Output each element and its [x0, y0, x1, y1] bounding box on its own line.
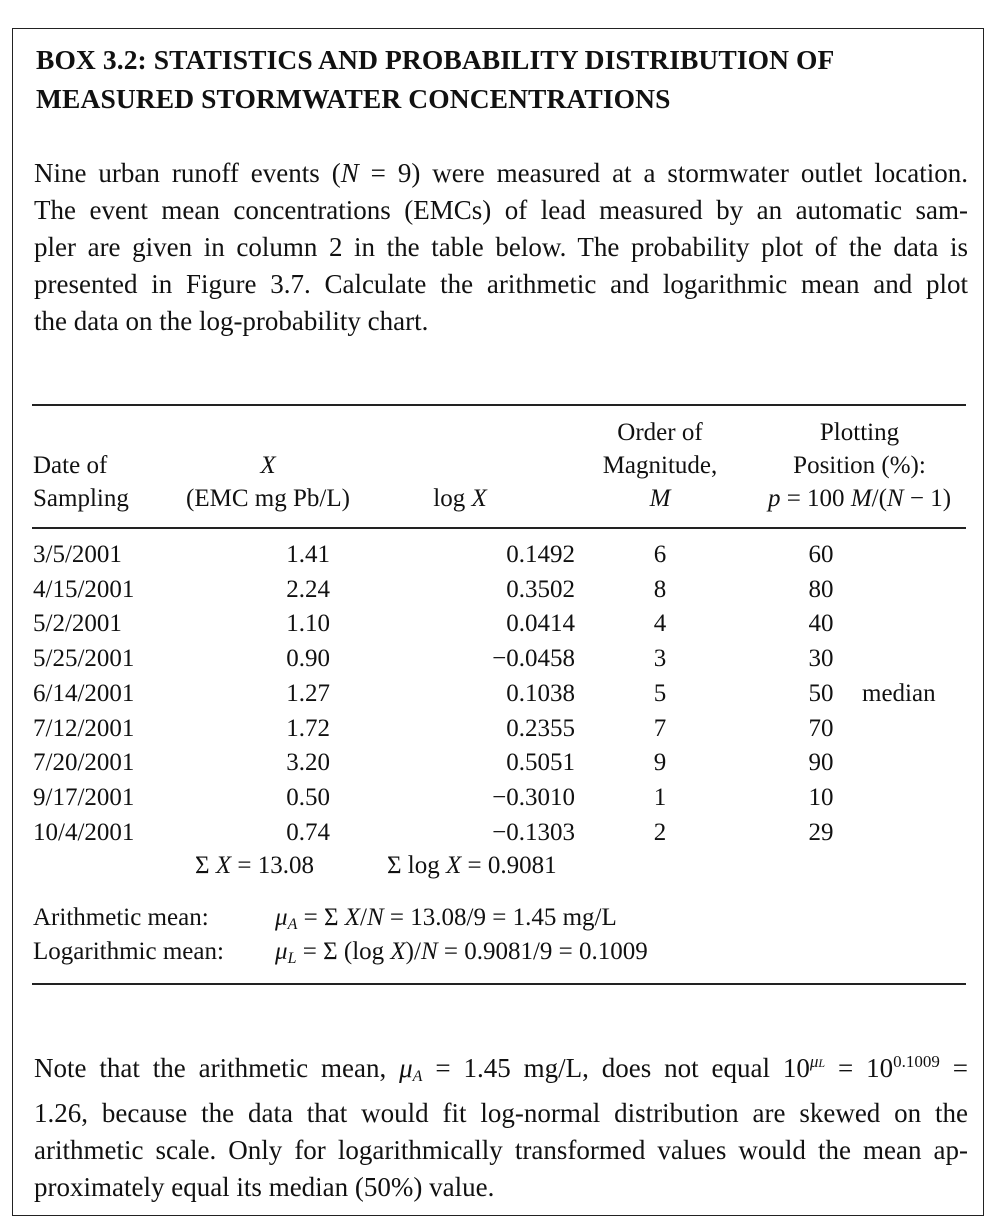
- intro-paragraph: [34, 155, 968, 340]
- logarithmic-mean-label: Logarithmic mean:: [33, 938, 224, 965]
- cell-x: 1.41: [286, 541, 330, 568]
- header-order: Order of Magnitude, M: [602, 419, 718, 512]
- cell-plotting-position: 40: [808, 610, 834, 638]
- arithmetic-mean-label: Arithmetic mean:: [33, 904, 209, 931]
- table-top-rule: [32, 404, 966, 406]
- cell-x: 3.20: [286, 749, 330, 777]
- cell-x: 1.27: [286, 679, 330, 707]
- table-row: [0, 711, 994, 746]
- box-title: [36, 40, 966, 118]
- cell-date: 4/15/2001: [33, 575, 135, 603]
- cell-order: 2: [653, 818, 667, 846]
- cell-logx: 0.1492: [506, 541, 575, 568]
- cell-logx: 0.2355: [506, 714, 575, 742]
- cell-x: 0.50: [286, 783, 330, 811]
- cell-x: 2.24: [286, 575, 330, 603]
- cell-logx: −0.1303: [492, 818, 575, 846]
- logarithmic-mean-formula: $\mu_L = \Sigma$ (log X)/N = 0.9081/9 = 0.1009: [275, 938, 648, 967]
- cell-order: 9: [653, 749, 667, 777]
- cell-logx: 0.0414: [506, 610, 575, 638]
- cell-date: 5/25/2001: [33, 645, 135, 673]
- cell-plotting-position: 10: [808, 783, 834, 811]
- cell-logx: −0.0458: [492, 645, 575, 673]
- cell-order: 6: [653, 541, 667, 568]
- cell-order: 5: [653, 679, 667, 707]
- title-line-1: BOX 3.2: STATISTICS AND PROBABILITY DISTRIBUTION OF: [36, 44, 835, 75]
- cell-x: 1.72: [286, 714, 330, 742]
- note-line-4: proximately equal its median (50%) value.: [34, 1172, 495, 1202]
- table-row: [0, 572, 994, 607]
- table-row: [0, 641, 994, 676]
- intro-line-2: The event mean concentrations (EMCs) of lead measured by an automatic sam-: [34, 195, 968, 225]
- cell-plotting-position: 60: [808, 541, 834, 568]
- cell-logx: 0.3502: [506, 575, 575, 603]
- table-row: [0, 676, 994, 711]
- table-bottom-rule: [32, 983, 966, 985]
- table-row: [0, 606, 994, 641]
- intro-line-1: Nine urban runoff events (N = 9) were measured at a stormwater outlet location.: [34, 158, 968, 188]
- title-line-2: MEASURED STORMWATER CONCENTRATIONS: [36, 83, 671, 114]
- sum-x: Σ X = 13.08: [195, 852, 314, 879]
- note-paragraph: [34, 1043, 968, 1206]
- cell-note: median: [862, 679, 936, 707]
- intro-line-5: the data on the log-probability chart.: [34, 306, 429, 336]
- header-x: X (EMC mg Pb/L): [186, 452, 350, 512]
- arithmetic-mean-formula: $\mu_A = \Sigma$ X/N = 13.08/9 = 1.45 mg/L: [275, 904, 617, 933]
- cell-date: 3/5/2001: [33, 541, 122, 568]
- cell-x: 0.74: [286, 818, 330, 846]
- cell-plotting-position: 50: [808, 679, 834, 707]
- cell-date: 7/20/2001: [33, 749, 135, 777]
- cell-order: 8: [653, 575, 667, 603]
- cell-order: 4: [653, 610, 667, 638]
- table-row: [0, 537, 994, 572]
- cell-plotting-position: 30: [808, 645, 834, 673]
- cell-plotting-position: 80: [808, 575, 834, 603]
- table-row: [0, 745, 994, 780]
- note-line-3: arithmetic scale. Only for logarithmically transformed values would the mean ap-: [34, 1135, 968, 1165]
- cell-date: 6/14/2001: [33, 679, 135, 707]
- intro-line-3: pler are given in column 2 in the table below. The probability plot of the data is: [34, 232, 968, 262]
- intro-line-4: presented in Figure 3.7. Calculate the arithmetic and logarithmic mean and plot: [34, 269, 968, 299]
- cell-date: 7/12/2001: [33, 714, 135, 742]
- header-plotting-position: Plotting Position (%): p = 100 M/(N − 1): [767, 419, 952, 512]
- sum-logx: Σ log X = 0.9081: [387, 852, 557, 879]
- cell-order: 7: [653, 714, 667, 742]
- cell-date: 5/2/2001: [33, 610, 122, 638]
- note-line-1: Note that the arithmetic mean, $\mu_A = 1.45$ mg/L, does not equal $10^{\mu L} = 10^{0.1009}$ =: [34, 1052, 968, 1085]
- table-row: [0, 780, 994, 815]
- cell-x: 1.10: [286, 610, 330, 638]
- header-date: Date of Sampling: [33, 452, 129, 512]
- cell-plotting-position: 29: [808, 818, 834, 846]
- cell-date: 9/17/2001: [33, 783, 135, 811]
- header-logx: log X: [433, 485, 487, 512]
- cell-date: 10/4/2001: [33, 818, 135, 846]
- cell-plotting-position: 90: [808, 749, 834, 777]
- cell-logx: 0.1038: [506, 679, 575, 707]
- note-line-2: 1.26, because the data that would fit log-normal distribution are skewed on the: [34, 1098, 968, 1128]
- cell-x: 0.90: [286, 645, 330, 673]
- cell-logx: 0.5051: [506, 749, 575, 777]
- cell-order: 3: [653, 645, 667, 673]
- cell-plotting-position: 70: [808, 714, 834, 742]
- table-header-rule: [32, 527, 966, 529]
- cell-order: 1: [653, 783, 667, 811]
- cell-logx: −0.3010: [492, 783, 575, 811]
- table-row: [0, 815, 994, 850]
